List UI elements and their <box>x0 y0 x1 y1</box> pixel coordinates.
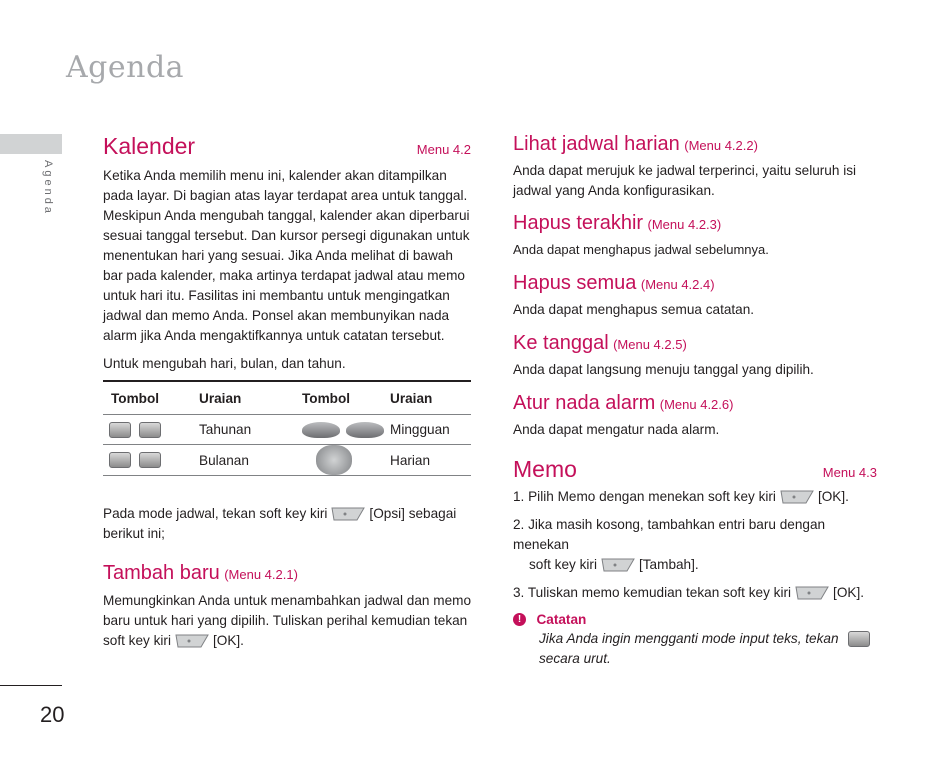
hapus-semua-menu-ref: (Menu 4.2.4) <box>640 277 715 292</box>
table-cell: Harian <box>390 445 471 476</box>
exclamation-icon: ! <box>513 613 526 626</box>
tambah-baru-ok: [OK]. <box>212 633 244 648</box>
table-intro: Untuk mengubah hari, bulan, dan tahun. <box>103 356 346 371</box>
opsi-text-end: [Opsi] sebagai <box>369 506 457 521</box>
nav-up-key-icon <box>302 422 340 438</box>
right-column <box>513 133 883 669</box>
nav-down-key-icon <box>346 422 384 438</box>
memo-step-text: soft key kiri <box>529 557 597 572</box>
atur-nada-heading: Atur nada alarm <box>513 392 656 414</box>
table-cell: Tahunan <box>199 415 302 445</box>
hapus-semua-heading: Hapus semua <box>513 272 637 294</box>
left-soft-key-icon <box>795 585 829 601</box>
hash-key-icon <box>139 452 161 468</box>
tambah-baru-text: Memungkinkan Anda untuk menambahkan jadwal dan memo baru untuk hari yang dipilih. Tuliskan perihal kemudian tekan <box>103 593 472 628</box>
list-item <box>513 487 883 507</box>
memo-heading: Memo <box>513 456 577 482</box>
ke-tanggal-heading: Ke tanggal <box>513 332 609 354</box>
hapus-terakhir-heading: Hapus terakhir <box>513 212 644 234</box>
side-tab-bar <box>0 134 62 154</box>
tambah-baru-body <box>103 591 471 651</box>
lihat-jadwal-heading: Lihat jadwal harian <box>513 133 680 155</box>
opsi-text: Pada mode jadwal, tekan soft key kiri <box>103 506 328 521</box>
kalender-section <box>103 133 471 544</box>
atur-nada-menu-ref: (Menu 4.2.6) <box>659 397 734 412</box>
chapter-title: Agenda <box>66 50 185 85</box>
opsi-instruction <box>103 504 471 544</box>
memo-step-end: [OK]. <box>833 585 865 600</box>
star-key-icon <box>109 452 131 468</box>
memo-step-end: [Tambah]. <box>638 557 699 572</box>
tambah-baru-text-end: soft key kiri <box>103 633 171 648</box>
left-soft-key-icon <box>175 633 209 649</box>
memo-menu-ref: Menu 4.3 <box>822 465 877 480</box>
page-number: 20 <box>40 702 65 727</box>
table-cell: Mingguan <box>390 415 471 445</box>
left-soft-key-icon <box>780 489 814 505</box>
note-text <box>513 629 883 669</box>
ke-tanggal-menu-ref: (Menu 4.2.5) <box>613 337 687 352</box>
table-row <box>103 445 471 476</box>
memo-step-text: 2. Jika masih kosong, tambahkan entri baru dengan menekan <box>513 517 826 552</box>
hash-key-icon <box>848 631 870 647</box>
hapus-terakhir-menu-ref: (Menu 4.2.3) <box>647 217 722 232</box>
tambah-baru-menu-ref: (Menu 4.2.1) <box>224 567 298 582</box>
table-header: Uraian <box>390 390 433 406</box>
ke-tanggal-body: Anda dapat langsung menuju tanggal yang dipilih. <box>513 362 814 377</box>
hapus-terakhir-body: Anda dapat menghapus jadwal sebelumnya. <box>513 242 769 257</box>
note-label: Catatan <box>536 612 587 627</box>
kalender-menu-ref: Menu 4.2 <box>416 142 471 157</box>
key-table <box>103 380 471 476</box>
page-number-rule <box>0 685 62 686</box>
left-soft-key-icon <box>601 557 635 573</box>
memo-step-text: 3. Tuliskan memo kemudian tekan soft key kiri <box>513 585 792 600</box>
table-cell: Bulanan <box>199 445 302 476</box>
lihat-jadwal-menu-ref: (Menu 4.2.2) <box>684 138 758 153</box>
note-box <box>513 611 883 669</box>
list-item <box>513 515 883 575</box>
key-3-icon <box>139 422 161 438</box>
note-line: secara urut. <box>539 651 611 666</box>
kalender-heading: Kalender <box>103 133 196 159</box>
opsi-text-line2: berikut ini; <box>103 526 165 541</box>
key-1-icon <box>109 422 131 438</box>
hapus-semua-body: Anda dapat menghapus semua catatan. <box>513 302 755 317</box>
memo-step-text: 1. Pilih Memo dengan menekan soft key kiri <box>513 489 776 504</box>
atur-nada-body: Anda dapat mengatur nada alarm. <box>513 422 720 437</box>
lihat-jadwal-body: Anda dapat merujuk ke jadwal terperinci, yaitu seluruh isi jadwal yang Anda konfigurasikan. <box>513 163 857 198</box>
note-line: Jika Anda ingin mengganti mode input teks, tekan <box>539 631 839 646</box>
table-row <box>103 415 471 445</box>
memo-steps <box>513 487 883 603</box>
left-soft-key-icon <box>331 506 365 522</box>
tambah-baru-section <box>103 562 471 651</box>
memo-step-end: [OK]. <box>817 489 849 504</box>
list-item <box>513 583 883 603</box>
kalender-body: Ketika Anda memilih menu ini, kalender akan ditampilkan pada layar. Di bagian atas layar terdapat area untuk tanggal. Meskipun Anda mengubah tanggal, kalender akan diperbarui sesuai tanggal tersebut. Dan kursor persegi digunakan untuk menentukan hari yang sesuai. Jika Anda melihat di bawah bar pada kalender, maka artinya terdapat jadwal atau memo untuk hari itu. Fasilitas ini membantu untuk mengingatkan jadwal dan memo Anda. Ponsel akan membunyikan nada alarm jika Anda mengaktifkannya untuk catatan tersebut. <box>103 168 470 343</box>
tambah-baru-heading: Tambah baru <box>103 562 220 584</box>
table-header: Uraian <box>199 390 242 406</box>
table-header: Tombol <box>302 390 351 406</box>
table-header: Tombol <box>111 390 160 406</box>
side-tab-label: Agenda <box>42 160 54 216</box>
nav-left-right-key-icon <box>316 445 352 475</box>
